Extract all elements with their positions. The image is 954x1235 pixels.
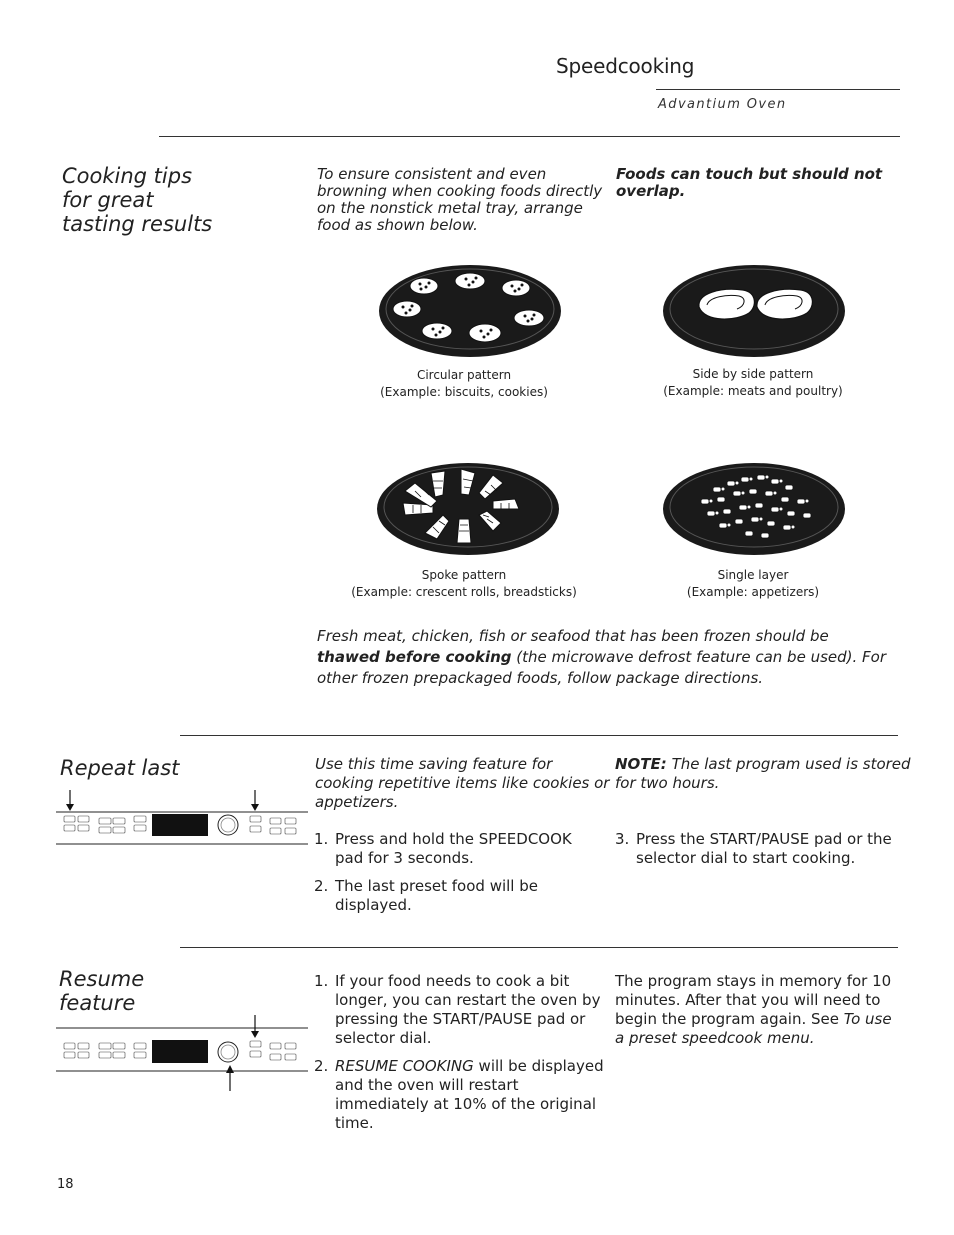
step-number: 2. [314, 1057, 329, 1075]
pattern-name: Side by side pattern [692, 367, 814, 381]
step-text: The last preset food will be displayed. [335, 877, 538, 914]
pattern-name: Single layer [717, 568, 789, 582]
page-number: 18 [57, 1177, 74, 1192]
step-item [314, 830, 604, 868]
pattern-example: (Example: crescent rolls, breadsticks) [351, 585, 577, 599]
pattern-name: Spoke pattern [421, 568, 507, 582]
repeat-note [615, 755, 911, 793]
repeat-steps-right [615, 830, 895, 877]
memory-text: The program stays in memory for 10 minutes. After that you will need to begin the program again. See [615, 972, 892, 1028]
tips-intro-line: on the nonstick metal tray, arrange [317, 199, 583, 217]
page-header-subtitle: Advantium Oven [658, 97, 787, 112]
step-item [314, 972, 604, 1048]
repeat-intro [315, 755, 609, 812]
resume-title-line: feature [59, 991, 136, 1015]
section-rule-repeat [180, 735, 898, 736]
repeat-intro-line: Use this time saving feature for [315, 755, 553, 773]
resume-section-title [59, 967, 144, 1015]
spoke-pattern-illustration [375, 461, 561, 557]
frozen-text: (the microwave defrost feature can be used). For other frozen prepackaged foods, follow package directions. [317, 648, 886, 687]
step-number: 2. [314, 877, 329, 895]
tips-title-line: for great [62, 188, 154, 212]
step-text: If your food needs to cook a bit longer, you can restart the oven by pressing the START/PAUSE pad or selector dial. [335, 972, 601, 1047]
single-layer-illustration [661, 461, 847, 557]
step-item [615, 830, 895, 868]
note-label: NOTE: [615, 755, 667, 773]
single-layer-caption [653, 567, 853, 601]
tips-note-line: Foods can touch but should not [616, 165, 883, 183]
step-text: will be displayed and the oven will restart immediately at 10% of the original time. [335, 1057, 604, 1132]
frozen-food-paragraph [317, 626, 887, 689]
resume-steps [314, 972, 604, 1142]
spoke-pattern-caption [344, 567, 584, 601]
pattern-example: (Example: appetizers) [686, 585, 820, 599]
resume-title-line: Resume [59, 967, 145, 991]
step-text: Press the START/PAUSE pad or the selector dial to start cooking. [636, 830, 892, 867]
side-by-side-pattern-caption [653, 366, 853, 400]
step-text: Press and hold the SPEEDCOOK pad for 3 seconds. [335, 830, 572, 867]
step-item [314, 1057, 604, 1133]
circular-pattern-illustration [377, 263, 563, 359]
pattern-example: (Example: meats and poultry) [663, 384, 843, 398]
tips-note-line: overlap. [616, 182, 686, 200]
tips-intro-line: To ensure consistent and even [317, 165, 547, 183]
tips-title-line: tasting results [62, 212, 213, 236]
step-number: 3. [615, 830, 630, 848]
section-rule-top [159, 136, 900, 137]
tips-intro-line: browning when cooking foods directly [317, 182, 603, 200]
section-rule-resume [180, 947, 898, 948]
repeat-section-title: Repeat last [60, 756, 180, 780]
control-panel-resume-illustration [56, 1015, 310, 1091]
header-rule [656, 89, 900, 90]
tips-note [616, 166, 882, 200]
repeat-steps-left [314, 830, 604, 924]
frozen-text: Fresh meat, chicken, fish or seafood that has been frozen should be [317, 627, 829, 645]
control-panel-repeat-illustration [56, 788, 310, 846]
step-number: 1. [314, 972, 329, 990]
pattern-example: (Example: biscuits, cookies) [380, 385, 548, 399]
tips-section-title [62, 164, 212, 236]
tips-intro [317, 166, 602, 234]
repeat-intro-line: appetizers. [315, 793, 399, 811]
resume-memory-paragraph [615, 972, 903, 1048]
tips-intro-line: food as shown below. [317, 216, 478, 234]
repeat-intro-line: cooking repetitive items like cookies or [315, 774, 610, 792]
step-number: 1. [314, 830, 329, 848]
frozen-bold-text: thawed before cooking [317, 648, 512, 666]
resume-cooking-label: RESUME COOKING [335, 1057, 474, 1075]
side-by-side-pattern-illustration [661, 263, 847, 359]
step-item [314, 877, 604, 915]
page-header-title: Speedcooking [556, 54, 695, 78]
note-text: for two hours. [615, 774, 720, 792]
memory-reference: To use a preset speedcook menu. [615, 1010, 892, 1047]
note-text: The last program used is stored [666, 755, 911, 773]
circular-pattern-caption [364, 367, 564, 401]
pattern-name: Circular pattern [416, 368, 512, 382]
tips-title-line: Cooking tips [62, 164, 193, 188]
